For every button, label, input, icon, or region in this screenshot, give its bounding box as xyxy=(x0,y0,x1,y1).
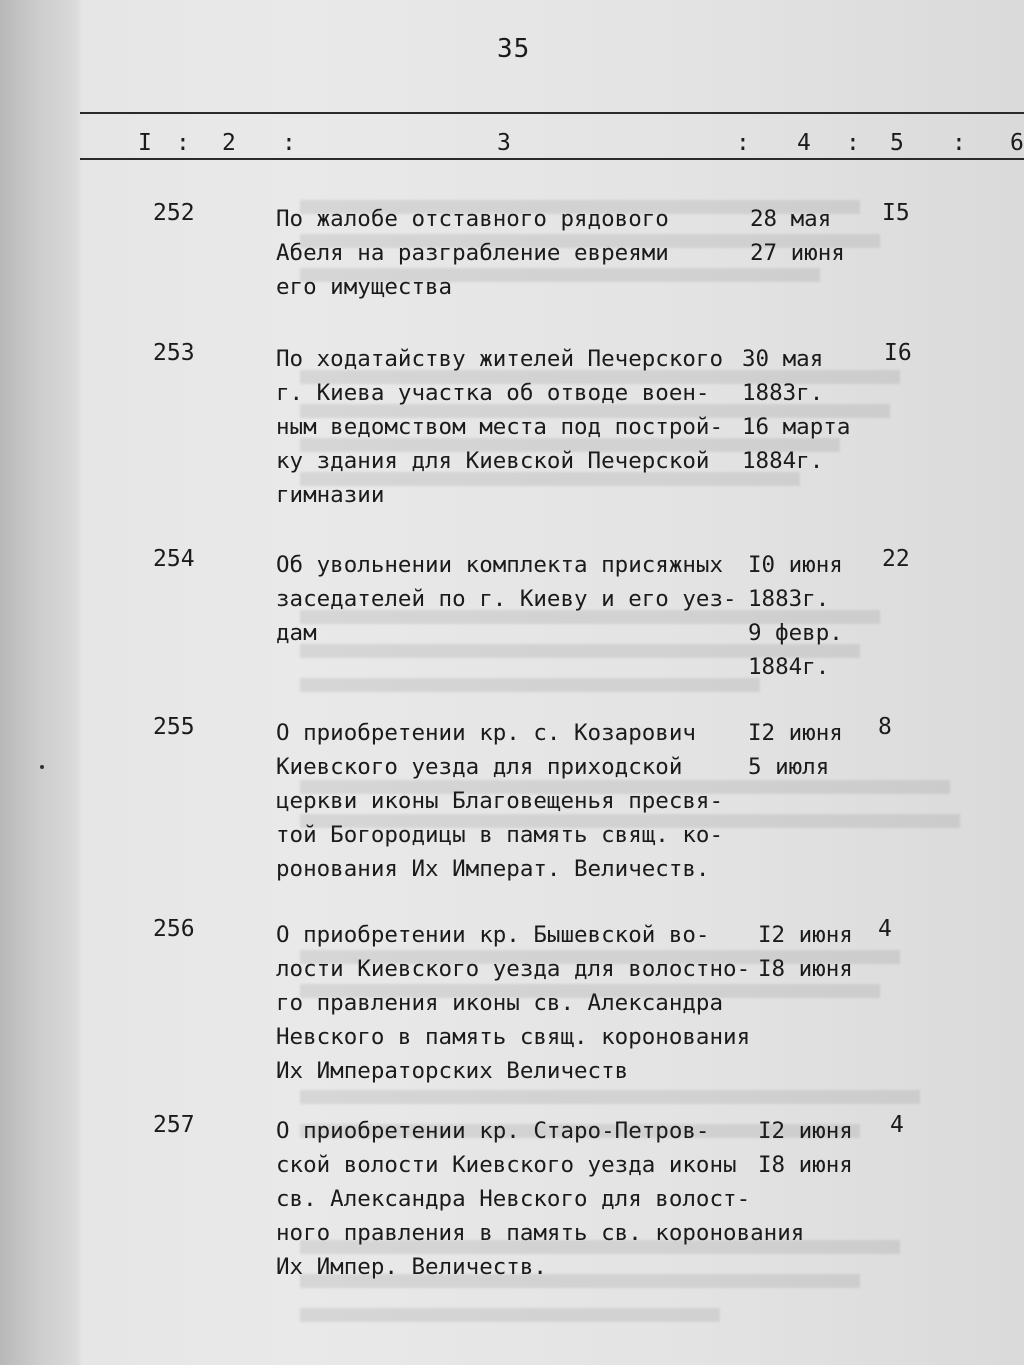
description-line: По ходатайству жителей Печерского xyxy=(276,346,724,372)
description-line: церкви иконы Благовещенья пресвя- xyxy=(276,788,724,814)
description-line: ронования Их Императ. Величеств. xyxy=(276,856,710,882)
column-separator: : xyxy=(282,130,296,156)
entry-description xyxy=(276,202,669,304)
entry-description xyxy=(276,1114,804,1284)
description-line: Об увольнении комплекта присяжных xyxy=(276,552,724,578)
description-line: ного правления в память св. коронования xyxy=(276,1220,805,1246)
table-header-rule xyxy=(80,158,1024,160)
description-line: О приобретении кр. Бышевской во- xyxy=(276,922,710,948)
entry-description xyxy=(276,342,723,512)
description-line: его имущества xyxy=(276,274,453,300)
entry-dates xyxy=(758,1114,853,1182)
description-line: О приобретении кр. с. Козарович xyxy=(276,720,696,746)
date-end: 9 февр. xyxy=(748,620,843,646)
date-start: I2 июня xyxy=(758,1118,853,1144)
column-header-2: 2 xyxy=(222,130,236,156)
entry-dates xyxy=(758,918,853,986)
page-number: 35 xyxy=(497,34,531,64)
entry-sheet-count: 4 xyxy=(890,1112,904,1138)
entry-number: 254 xyxy=(153,546,195,572)
column-separator: : xyxy=(176,130,190,156)
column-separator: : xyxy=(846,130,860,156)
description-line: Их Императорских Величеств xyxy=(276,1058,629,1084)
column-header-5: 5 xyxy=(890,130,904,156)
date-end: 27 июня xyxy=(750,240,845,266)
column-header-3: 3 xyxy=(497,130,511,156)
entry-description xyxy=(276,918,750,1088)
date-end-year: 1884г. xyxy=(748,654,830,680)
column-header-6: 6 xyxy=(1010,130,1024,156)
entry-number: 253 xyxy=(153,340,195,366)
date-start: I2 июня xyxy=(758,922,853,948)
date-start: 28 мая xyxy=(750,206,832,232)
description-line: гимназии xyxy=(276,482,385,508)
description-line: г. Киева участка об отводе воен- xyxy=(276,380,710,406)
entry-number: 255 xyxy=(153,714,195,740)
description-line: ку здания для Киевской Печерской xyxy=(276,448,710,474)
entry-sheet-count: 22 xyxy=(882,546,910,572)
entry-number: 257 xyxy=(153,1112,195,1138)
date-end: 5 июля xyxy=(748,754,830,780)
description-line: заседателей по г. Киеву и его уез- xyxy=(276,586,737,612)
entry-description xyxy=(276,716,723,886)
description-line: ным ведомством места под построй- xyxy=(276,414,724,440)
description-line: Невского в память свящ. коронования xyxy=(276,1024,751,1050)
column-separator: : xyxy=(736,130,750,156)
entry-description xyxy=(276,548,737,650)
column-separator: : xyxy=(952,130,966,156)
description-line: Их Импер. Величеств. xyxy=(276,1254,547,1280)
date-end: 16 марта xyxy=(742,414,851,440)
description-line: той Богородицы в память свящ. ко- xyxy=(276,822,724,848)
date-end: I8 июня xyxy=(758,1152,853,1178)
description-line: О приобретении кр. Старо-Петров- xyxy=(276,1118,710,1144)
column-header-1: I xyxy=(138,130,152,156)
ink-speck xyxy=(40,765,44,769)
table-top-rule xyxy=(80,112,1024,114)
description-line: лости Киевского уезда для волостно- xyxy=(276,956,751,982)
date-start: I2 июня xyxy=(748,720,843,746)
description-line: Абеля на разграбление евреями xyxy=(276,240,669,266)
entry-sheet-count: I5 xyxy=(882,200,910,226)
description-line: ской волости Киевского уезда иконы xyxy=(276,1152,737,1178)
column-header-4: 4 xyxy=(797,130,811,156)
entry-sheet-count: 4 xyxy=(878,916,892,942)
entry-number: 256 xyxy=(153,916,195,942)
date-end-year: 1884г. xyxy=(742,448,824,474)
date-start-year: 1883г. xyxy=(742,380,824,406)
description-line: дам xyxy=(276,620,317,646)
entry-dates xyxy=(748,716,843,784)
date-start: I0 июня xyxy=(748,552,843,578)
entry-dates xyxy=(750,202,845,270)
description-line: По жалобе отставного рядового xyxy=(276,206,669,232)
entry-sheet-count: I6 xyxy=(884,340,912,366)
entry-number: 252 xyxy=(153,200,195,226)
entry-dates xyxy=(742,342,850,478)
description-line: Киевского уезда для приходской xyxy=(276,754,683,780)
entry-sheet-count: 8 xyxy=(878,714,892,740)
date-end: I8 июня xyxy=(758,956,853,982)
binding-shadow xyxy=(0,0,82,1365)
entry-dates xyxy=(748,548,843,684)
description-line: го правления иконы св. Александра xyxy=(276,990,724,1016)
date-start-year: 1883г. xyxy=(748,586,830,612)
date-start: 30 мая xyxy=(742,346,824,372)
description-line: св. Александра Невского для волост- xyxy=(276,1186,751,1212)
